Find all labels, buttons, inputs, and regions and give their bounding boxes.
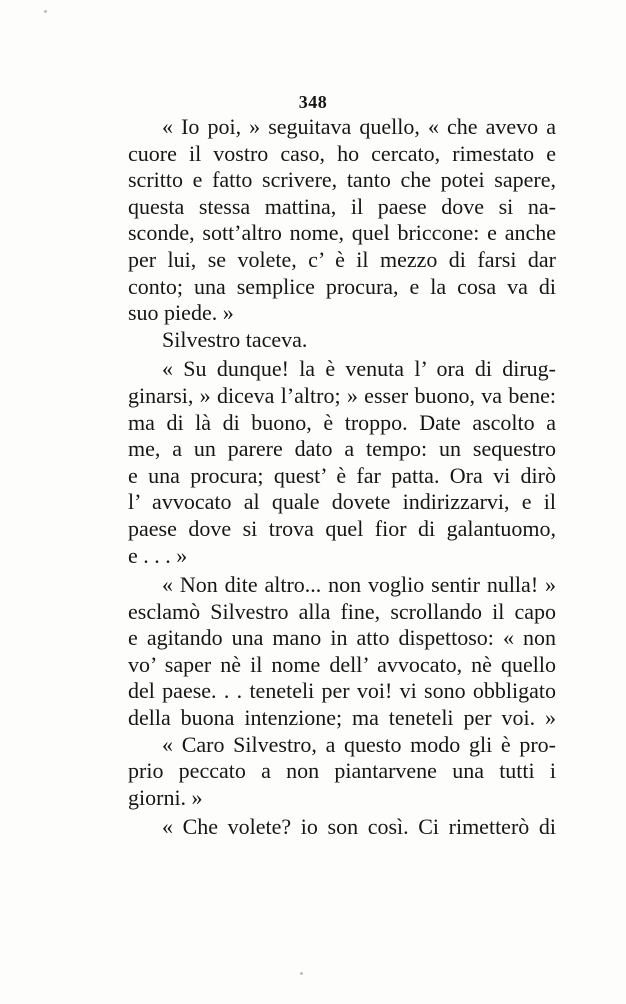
paper-speck	[300, 972, 303, 975]
paper-speck	[44, 10, 47, 13]
page-number: 348	[298, 92, 328, 112]
text-line: e una procura; quest’ è far patta. Ora vi dirò	[128, 462, 556, 488]
text-line: « Caro Silvestro, a questo modo gli è pro-	[162, 731, 556, 757]
text-line: per lui, se volete, c’ è il mezzo di farsi dar	[128, 246, 556, 272]
text-line: paese dove si trova quel fior di galantuomo,	[128, 515, 556, 541]
text-line: me, a un parere dato a tempo: un sequestro	[128, 436, 556, 462]
page-text	[128, 114, 556, 841]
text-line: « Che volete? io son così. Ci rimetterò di	[162, 814, 556, 840]
text-line: conto; una semplice procura, e la cosa va di	[128, 273, 556, 299]
text-line: del paese. . . teneteli per voi! vi sono obbligato	[128, 678, 556, 704]
text-line: sconde, sott’altro nome, quel briccone: e anche	[128, 220, 556, 246]
text-line: cuore il vostro caso, ho cercato, rimestato e	[128, 140, 556, 166]
text-line: della buona intenzione; ma teneteli per voi. »	[128, 705, 556, 731]
text-line: Silvestro taceva.	[162, 326, 308, 352]
text-line: l’ avvocato al quale dovete indirizzarvi, e il	[128, 489, 556, 515]
text-line: ginarsi, » diceva l’altro; » esser buono, va bene:	[128, 382, 556, 408]
text-line: « Non dite altro... non voglio sentir nulla! »	[162, 572, 556, 598]
text-line: prio peccato a non piantarvene una tutti i	[128, 758, 556, 784]
text-line: « Io poi, » seguitava quello, « che avevo a	[162, 114, 556, 139]
text-line: suo piede. »	[128, 300, 234, 326]
text-line: giorni. »	[128, 784, 203, 810]
text-line: ma di là di buono, è troppo. Date ascolto a	[128, 409, 556, 435]
text-line: « Su dunque! la è venuta l’ ora di dirug-	[162, 356, 556, 382]
text-line: scritto e fatto scrivere, tanto che potei sapere,	[128, 167, 556, 193]
text-line: e agitando una mano in atto dispettoso: « non	[128, 625, 556, 651]
text-line: e . . . »	[128, 542, 188, 568]
text-line: esclamò Silvestro alla fine, scrollando il capo	[128, 598, 556, 624]
text-line: vo’ saper nè il nome dell’ avvocato, nè quello	[128, 651, 556, 677]
text-line: questa stessa mattina, il paese dove si na-	[128, 193, 556, 219]
